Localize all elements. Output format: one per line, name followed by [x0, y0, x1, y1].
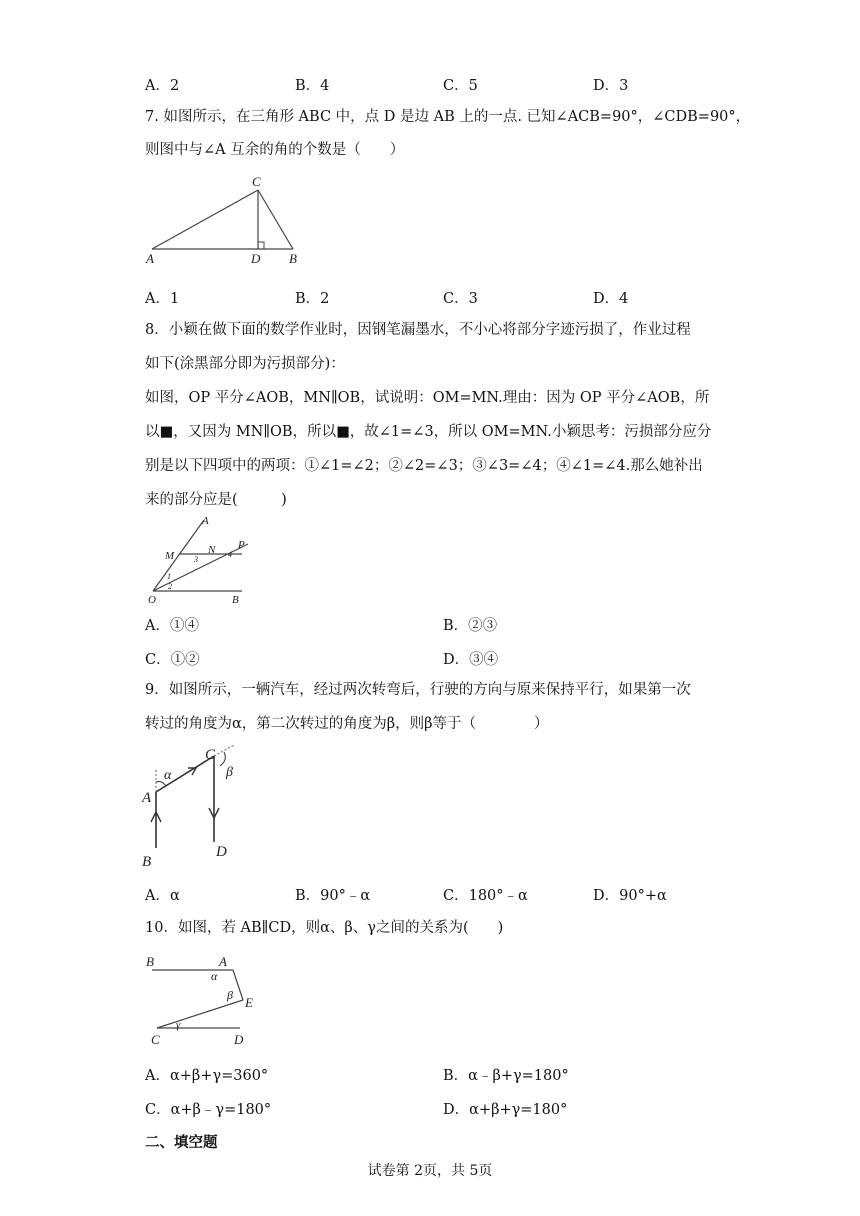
q10-label-alpha: α — [211, 969, 218, 983]
q7-label-a: A — [146, 251, 154, 266]
q10-label-b: B — [146, 954, 154, 969]
q8-angle-2: 2 — [168, 582, 172, 591]
q9-label-alpha: α — [164, 768, 172, 783]
q8-stem-line2: 如下(涂黑部分即为污损部分)： — [145, 356, 345, 372]
q7-option-a: A．1 — [145, 291, 180, 307]
q9-stem-line1: 9．如图所示，一辆汽车，经过两次转弯后，行驶的方向与原来保持平行，如果第一次 — [145, 682, 691, 698]
q10-option-a: A．α+β+γ=360° — [145, 1068, 269, 1084]
q8-stem-line1: 8．小颖在做下面的数学作业时，因钢笔漏墨水，不小心将部分字迹污损了，作业过程 — [145, 322, 691, 338]
q8-option-b: B．②③ — [443, 618, 498, 634]
q6-option-c: C．5 — [443, 78, 478, 94]
q9-label-b: B — [142, 854, 152, 870]
q7-stem-line1: 7. 如图所示，在三角形 ABC 中，点 D 是边 AB 上的一点. 已知∠ACB=90°，∠CDB=90°， — [145, 109, 751, 125]
q8-option-c: C．①② — [145, 652, 200, 668]
q8-option-d: D．③④ — [443, 652, 499, 668]
q7-stem-line2: 则图中与∠A 互余的角的个数是（ ） — [145, 142, 405, 158]
q8-label-p: P — [238, 539, 245, 551]
q8-angle-4: 4 — [228, 550, 232, 559]
q8-label-b: B — [232, 594, 239, 606]
q6-option-d: D．3 — [593, 78, 629, 94]
q8-angle-3: 3 — [194, 555, 198, 564]
q9-option-b: B．90°﹣α — [295, 888, 371, 904]
q8-stem-line6: 来的部分应是( ) — [145, 492, 287, 508]
q10-label-c: C — [151, 1032, 160, 1047]
q8-angle-1: 1 — [167, 572, 171, 581]
q8-stem-line5: 别是以下四项中的两项：①∠1=∠2；②∠2=∠3；③∠3=∠4；④∠1=∠4.那么她补出 — [145, 458, 703, 474]
q10-label-beta: β — [227, 988, 233, 1002]
q9-option-a: A．α — [145, 888, 180, 904]
q8-option-a: A．①④ — [145, 618, 199, 634]
q9-label-a: A — [142, 790, 152, 806]
q9-stem-line2: 转过的角度为α，第二次转过的角度为β，则β等于（ ） — [145, 716, 549, 732]
section-title-fill-in-blank: 二、填空题 — [145, 1134, 218, 1151]
q10-parallel-lines-figure — [140, 950, 270, 1050]
q8-label-o: O — [148, 594, 156, 606]
q10-label-gamma: γ — [176, 1019, 181, 1031]
q7-option-d: D．4 — [593, 291, 629, 307]
page-footer: 试卷第 2页，共 5页 — [367, 1163, 493, 1179]
q9-option-c: C．180°﹣α — [443, 888, 528, 904]
q9-label-beta: β — [226, 765, 233, 780]
q7-label-b: B — [289, 251, 297, 266]
q6-option-b: B．4 — [295, 78, 330, 94]
q6-option-a: A．2 — [145, 78, 180, 94]
q10-label-a: A — [219, 954, 227, 969]
q10-option-c: C．α+β﹣γ=180° — [145, 1102, 272, 1118]
q9-option-d: D．90°+α — [593, 888, 667, 904]
q7-label-c: C — [252, 174, 261, 189]
q10-option-b: B．α﹣β+γ=180° — [443, 1068, 569, 1084]
q10-label-e: E — [245, 995, 253, 1010]
q7-option-c: C．3 — [443, 291, 478, 307]
q7-option-b: B．2 — [295, 291, 330, 307]
q8-stem-line3: 如图，OP 平分∠AOB，MN∥OB，试说明：OM=MN.理由：因为 OP 平分∠AOB，所 — [145, 390, 710, 406]
q8-label-n: N — [208, 544, 216, 556]
q8-stem-line4: 以■，又因为 MN∥OB，所以■，故∠1=∠3，所以 OM=MN.小颖思考：污损部分应分 — [145, 424, 712, 440]
q10-label-d: D — [234, 1032, 244, 1047]
q8-label-m: M — [165, 550, 175, 562]
q7-label-d: D — [251, 251, 261, 266]
q10-option-d: D．α+β+γ=180° — [443, 1102, 568, 1118]
q9-label-d: D — [216, 844, 227, 860]
q10-stem-line1: 10．如图，若 AB∥CD，则α、β、γ之间的关系为( ) — [145, 920, 504, 936]
q8-angle-bisector-figure — [140, 512, 270, 607]
q7-triangle-figure — [140, 170, 310, 270]
q9-car-turn-figure — [140, 742, 250, 870]
q8-label-a: A — [202, 515, 209, 527]
q9-label-c: C — [205, 747, 216, 763]
